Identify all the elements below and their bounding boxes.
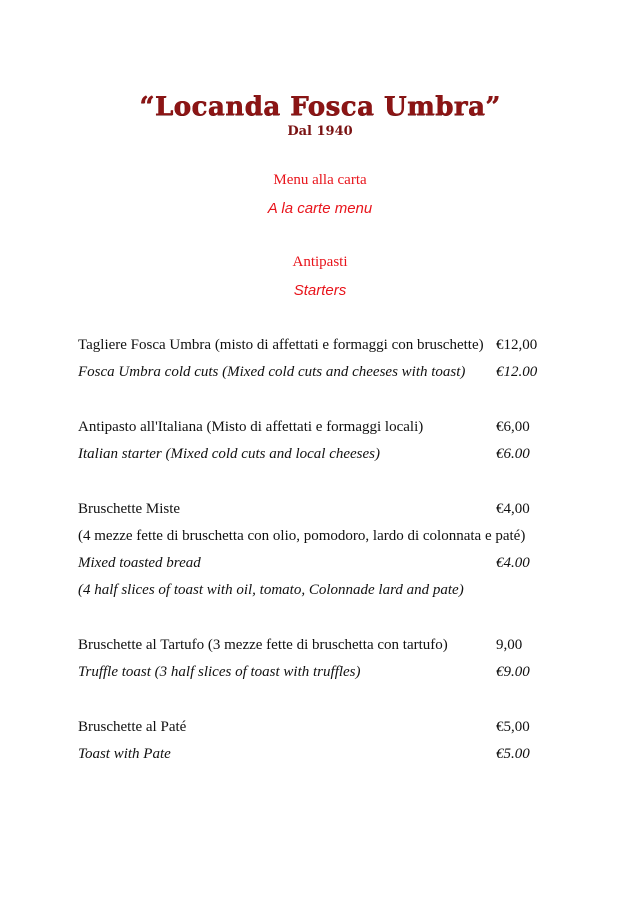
menu-item-line [78,662,538,682]
section-title-it: Antipasti [292,254,348,270]
item-price-it: €6,00 [496,419,530,435]
item-price-en: €6.00 [496,446,530,462]
menu-item-line [78,744,538,764]
item-desc-en: (4 half slices of toast with oil, tomato, Colonnade lard and pate) [78,582,464,598]
item-price-it: €12,00 [496,337,538,353]
logo-since: Dal 1940 [287,124,353,139]
item-name-en: Mixed toasted bread [78,555,201,571]
menu-item-line [78,444,538,464]
item-name-en: Fosca Umbra cold cuts (Mixed cold cuts and cheeses with toast) [78,364,466,380]
item-name-it: Bruschette al Tartufo (3 mezze fette di bruschetta con tartufo) [78,637,448,653]
menu-item-line [78,580,538,600]
menu-item-line [78,526,538,546]
menu-title-en: A la carte menu [267,200,373,217]
menu-item-line [78,335,538,355]
item-price-en: €12.00 [496,364,538,380]
item-name-en: Italian starter (Mixed cold cuts and local cheeses) [78,446,381,462]
item-name-it: Antipasto all'Italiana (Misto di affettati e formaggi locali) [78,419,424,435]
item-name-en: Toast with Pate [78,746,171,762]
item-price-it: €5,00 [496,719,530,735]
menu-title-it: Menu alla carta [273,172,367,188]
menu-item-line [78,362,538,382]
item-price-en: €5.00 [496,746,530,762]
menu-item-line [78,717,538,737]
section-title-en: Starters [293,282,347,299]
item-price-en: €9.00 [496,664,530,680]
item-name-it: Bruschette al Paté [78,719,187,735]
item-name-it: Tagliere Fosca Umbra (misto di affettati e formaggi con bruschette) [78,337,484,353]
logo-name: “Locanda Fosca Umbra” [139,92,501,122]
restaurant-logo [0,92,640,140]
menu-item-line [78,499,538,519]
item-name-en: Truffle toast (3 half slices of toast with truffles) [78,664,361,680]
item-desc-it: (4 mezze fette di bruschetta con olio, pomodoro, lardo di colonnata e paté) [78,528,526,544]
item-name-it: Bruschette Miste [78,501,181,517]
item-price-it: €4,00 [496,501,530,517]
item-price-it: 9,00 [496,637,523,653]
item-price-en: €4.00 [496,555,530,571]
menu-item-line [78,417,538,437]
menu-item-line [78,553,538,573]
menu-item-line [78,635,538,655]
